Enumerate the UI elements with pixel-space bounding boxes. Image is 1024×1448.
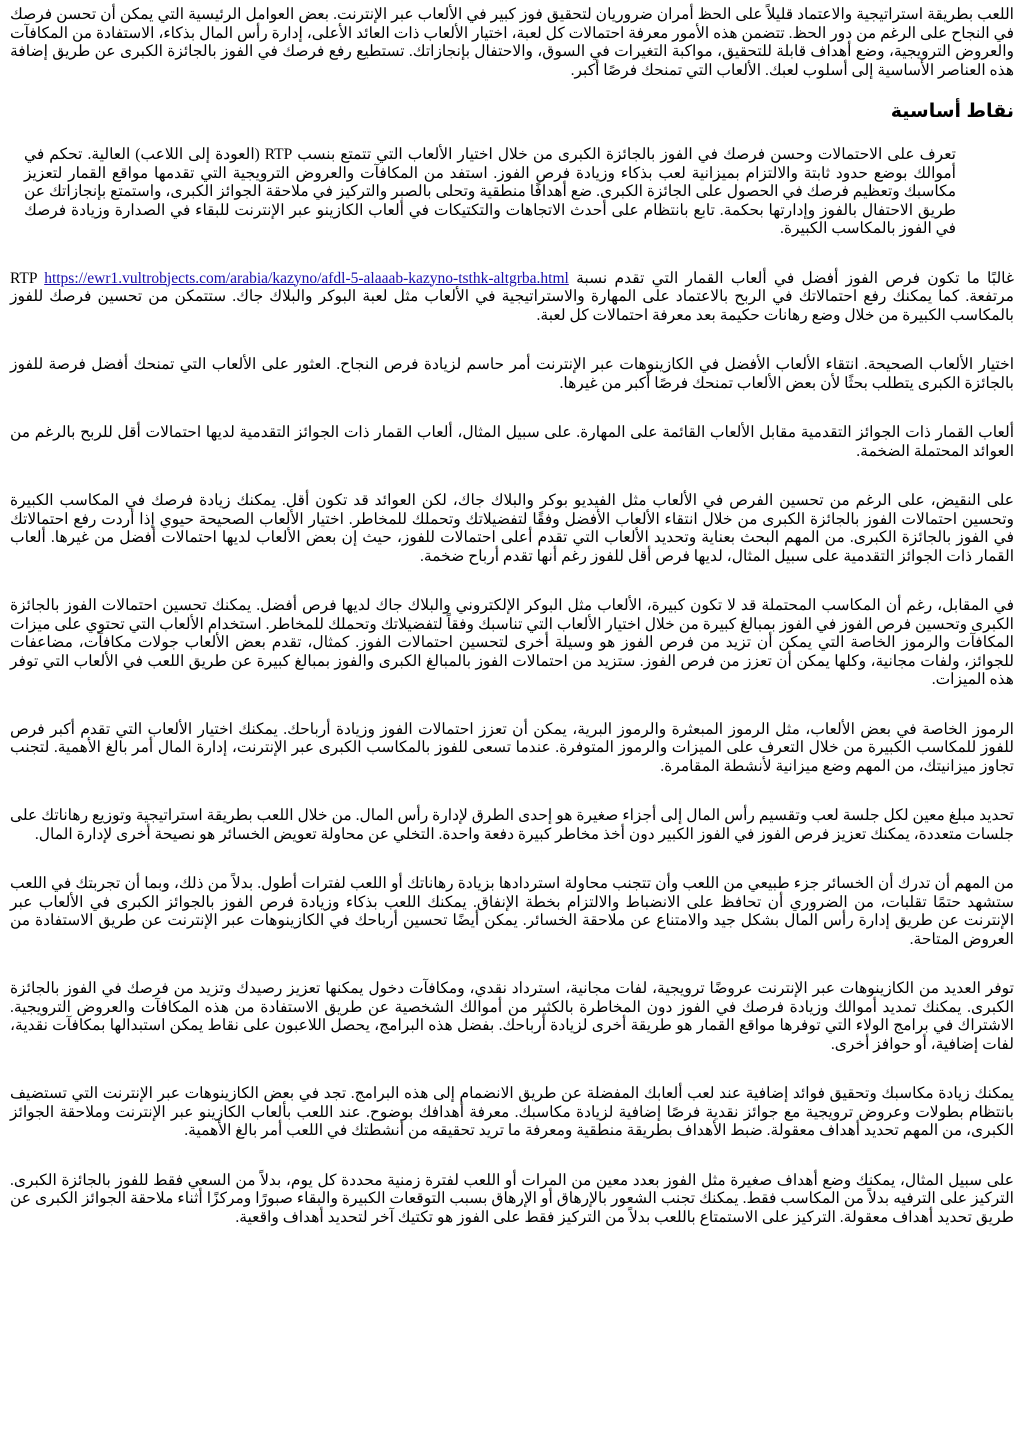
key-points-paragraph: تعرف على الاحتمالات وحسن فرصك في الفوز بالجائزة الكبرى من خلال اختيار الألعاب التي تتمتع بنسب RTP (العودة إلى اللاعب) العالية. تحكم في أموالك بوضع حدود ثابتة والالتزام بميزانية لعب بذكاء وزيادة فرص الفوز. استفد من المكافآت والعروض الترويجية التي تقدمها مواقع القمار لتعزيز مكاسبك وتعظيم فرصك في الحصول على الجائزة الكبرى. ضع أهدافًا منطقية وتحلى بالصبر والتركيز في ملاحقة الجوائز الكبرى، واستمتع بإنجازاتك عن طريق الاحتفال بالفوز وإدارتها بحكمة. تابع بانتظام على أحدث الاتجاهات والتكتيكات في ألعاب الكازينو عبر الإنترنت للبقاء في الصدارة وزيادة فرصك في الفوز بالمكاسب الكبيرة. (24, 146, 957, 237)
body-paragraph: في المقابل، رغم أن المكاسب المحتملة قد لا تكون كبيرة، الألعاب مثل البوكر الإلكتروني والبلاك جاك لديها فرص أفضل. يمكنك تحسين احتمالات الفوز بالجائزة الكبرى وتحسين فرص الفوز في الفوز بمبالغ كبيرة من خلال اختيار الألعاب التي تناسبك وفقاً لتفضيلاتك وتحملك للمخاطر. استخدام الألعاب التي تحتوي على ميزات المكافآت والرموز الخاصة التي يمكن أن تزيد من فرص الفوز هو وسيلة أخرى لتحسين احتمالات الفوز. كمثال، تقدم بعض الألعاب جولات مكافآت، مضاعفات للجوائز، ولفات مجانية، وكلها يمكن أن تعزز من فرص الفوز. ستزيد من احتمالات الفوز بالمبالغ الكبرى والفوز بمبالغ كبيرة عن طريق اللعب في الألعاب التي توفر هذه الميزات. (10, 597, 1014, 688)
body-paragraph: الرموز الخاصة في بعض الألعاب، مثل الرموز المبعثرة والرموز البرية، يمكن أن تعزز احتمالات الفوز وزيادة أرباحك. يمكنك اختيار الألعاب التي تقدم أكبر فرص للفوز للمكاسب الكبيرة من خلال التعرف على الميزات والرموز المتوفرة. عندما تسعى للفوز بالمكاسب الكبرى عبر الإنترنت، إدارة المال أمر بالغ الأهمية. لتجنب تجاوز ميزانيتك، من المهم وضع ميزانية لأنشطة المقامرة. (10, 720, 1014, 775)
body-paragraph: تحديد مبلغ معين لكل جلسة لعب وتقسيم رأس المال إلى أجزاء صغيرة هو إحدى الطرق لإدارة رأس المال. من خلال اللعب بطريقة استراتيجية وتوزيع رهاناتك على جلسات متعددة، يمكنك تعزيز فرص الفوز في الفوز الكبير دون أخذ مخاطر كبيرة دفعة واحدة. التخلي عن محاولة تعويض الخسائر هو نصيحة أخرى لإدارة المال. (10, 807, 1014, 843)
section-heading: نقاط أساسية (890, 101, 1014, 122)
body-paragraph: على سبيل المثال، يمكنك وضع أهداف صغيرة مثل الفوز بعدد معين من المرات أو اللعب لفترة زمنية محددة كل يوم، بدلاً من السعي فقط للفوز بالجائزة الكبرى. التركيز على الترفيه بدلاً من المكاسب فقط. يمكنك تجنب الشعور بالإرهاق أو الإرهاق بسبب التوقعات الكبيرة والبقاء صبورًا ومركزًا أثناء ملاحقة الجوائز الكبرى عن طريق تحديد أهداف معقولة. التركيز على الاستمتاع باللعب بدلاً من التركيز فقط على الفوز هو تكتيك آخر لتحديد أهداف واقعية. (10, 1171, 1014, 1226)
intro-paragraph: اللعب بطريقة استراتيجية والاعتماد قليلاً على الحظ أمران ضروريان لتحقيق فوز كبير في الألعاب عبر الإنترنت. بعض العوامل الرئيسية التي يمكن أن تحسن فرصك في النجاح على الرغم من دور الحظ. تتضمن هذه الأمور معرفة احتمالات كل لعبة، اختيار الألعاب ذات العائد الأعلى، إدارة رأس المال بذكاء، الاستفادة من المكافآت والعروض الترويجية، وضع أهداف قابلة للتحقيق، مواكبة التغيرات في السوق، والاحتفال بإنجازاتك. تستطيع رفع فرصك في الفوز بالجائزة الكبرى عن طريق إضافة هذه العناصر الأساسية إلى أسلوب لعبك. الألعاب التي تمنحك فرصًا أكبر. (10, 6, 1014, 79)
body-paragraph: ألعاب القمار ذات الجوائز التقدمية مقابل الألعاب القائمة على المهارة. على سبيل المثال، ألعاب القمار ذات الجوائز التقدمية لديها احتمالات أقل للربح بالرغم من العوائد المحتملة الضخمة. (10, 424, 1014, 460)
article (10, 6, 1014, 1258)
body-paragraph: توفر العديد من الكازينوهات عبر الإنترنت عروضًا ترويجية، لفات مجانية، استرداد نقدي، ومكافآت دخول يمكنها تعزيز رصيدك وتزيد من فرصك في الفوز بالجائزة الكبرى. يمكنك تمديد أموالك وزيادة فرصك في الفوز دون المخاطرة بالكثير من أموالك الشخصية عن طريق الاستفادة من هذه المكافآت والعروض الترويجية. الاشتراك في برامج الولاء التي توفرها مواقع القمار هو طريقة أخرى لزيادة أرباحك. بفضل هذه البرامج، يحصل اللاعبون على نقاط يمكن استبدالها بمكافآت نقدية، لفات إضافية، أو حوافز أخرى. (10, 980, 1014, 1053)
article-link[interactable]: https://ewr1.vultrobjects.com/arabia/kazyno/afdl-5-alaaab-kazyno-tsthk-altgrba.html (44, 269, 569, 287)
body-paragraph: يمكنك زيادة مكاسبك وتحقيق فوائد إضافية عند لعب ألعابك المفضلة عن طريق الانضمام إلى هذه البرامج. تجد في بعض الكازينوهات عبر الإنترنت التي تستضيف بانتظام بطولات وعروض ترويجية مع جوائز نقدية فرصًا إضافية لزيادة مكاسبك. معرفة أهدافك بوضوح. عند اللعب بألعاب الكازينو عبر الإنترنت وملاحقة الجوائز الكبرى، من المهم تحديد أهداف معقولة. ضبط الأهداف بطريقة منطقية ومعرفة ما تريد تحقيقه من أنشطتك في اللعب أمر بالغ الأهمية. (10, 1085, 1014, 1139)
body-paragraph: من المهم أن تدرك أن الخسائر جزء طبيعي من اللعب وأن تتجنب محاولة استردادها بزيادة رهاناتك أو اللعب لفترات أطول. بدلاً من ذلك، وبما أن تجربتك في اللعب ستشهد حتمًا تقلبات، من الضروري أن تحافظ على الانضباط والالتزام بخطة الإنفاق. يمكنك اللعب بذكاء وزيادة فرص الفوز بالجوائز الكبرى في الألعاب عبر الإنترنت عن طريق إدارة رأس المال بشكل جيد والامتناع عن ملاحقة الخسائر. يمكن أيضًا تحسين أرباحك في الكازينوهات عبر الإنترنت عن طريق الاستفادة من العروض المتاحة. (10, 875, 1014, 948)
link-paragraph-before: غالبًا ما تكون فرص الفوز أفضل في ألعاب القمار التي تقدم نسبة RTP (10, 269, 1015, 287)
link-paragraph (10, 270, 1014, 326)
link-paragraph-after: مرتفعة. كما يمكنك رفع احتمالاتك في الربح بالاعتماد على المهارة والاستراتيجية في الألعاب مثل لعبة البوكر والبلاك جاك. ستتمكن من تحسين فرصك للفوز بالمكاسب الكبيرة من خلال وضع رهانات حكيمة بعد معرفة احتمالات كل لعبة. (10, 288, 1014, 324)
body-paragraph: على النقيض، على الرغم من تحسين الفرص في الألعاب مثل الفيديو بوكر والبلاك جاك، لكن العوائد قد تكون أقل. يمكنك زيادة فرصك في المكاسب الكبيرة وتحسين احتمالات الفوز بالجائزة الكبرى من خلال انتقاء الألعاب الأفضل وفقًا لتفضيلاتك وتحملك للمخاطر. اختيار الألعاب الصحيحة حيوي إذا أردت رفع احتمالاتك في الفوز بالجائزة الكبرى. من المهم البحث بعناية وتحديد الألعاب التي تقدم أعلى احتمالات للفوز، حيث إن بعض الألعاب لديها احتمالات أفضل من غيرها. ألعاب القمار ذات الجوائز التقدمية على سبيل المثال، لديها فرص أقل للفوز رغم أنها تقدم أرباح ضخمة. (10, 492, 1014, 565)
body-paragraph: اختيار الألعاب الصحيحة. انتقاء الألعاب الأفضل في الكازينوهات عبر الإنترنت أمر حاسم لزيادة فرص النجاح. العثور على الألعاب التي تمنحك أفضل فرصة للفوز بالجائزة الكبرى يتطلب بحثًا لأن بعض الألعاب تمنحك فرصًا أكبر من غيرها. (10, 356, 1014, 392)
